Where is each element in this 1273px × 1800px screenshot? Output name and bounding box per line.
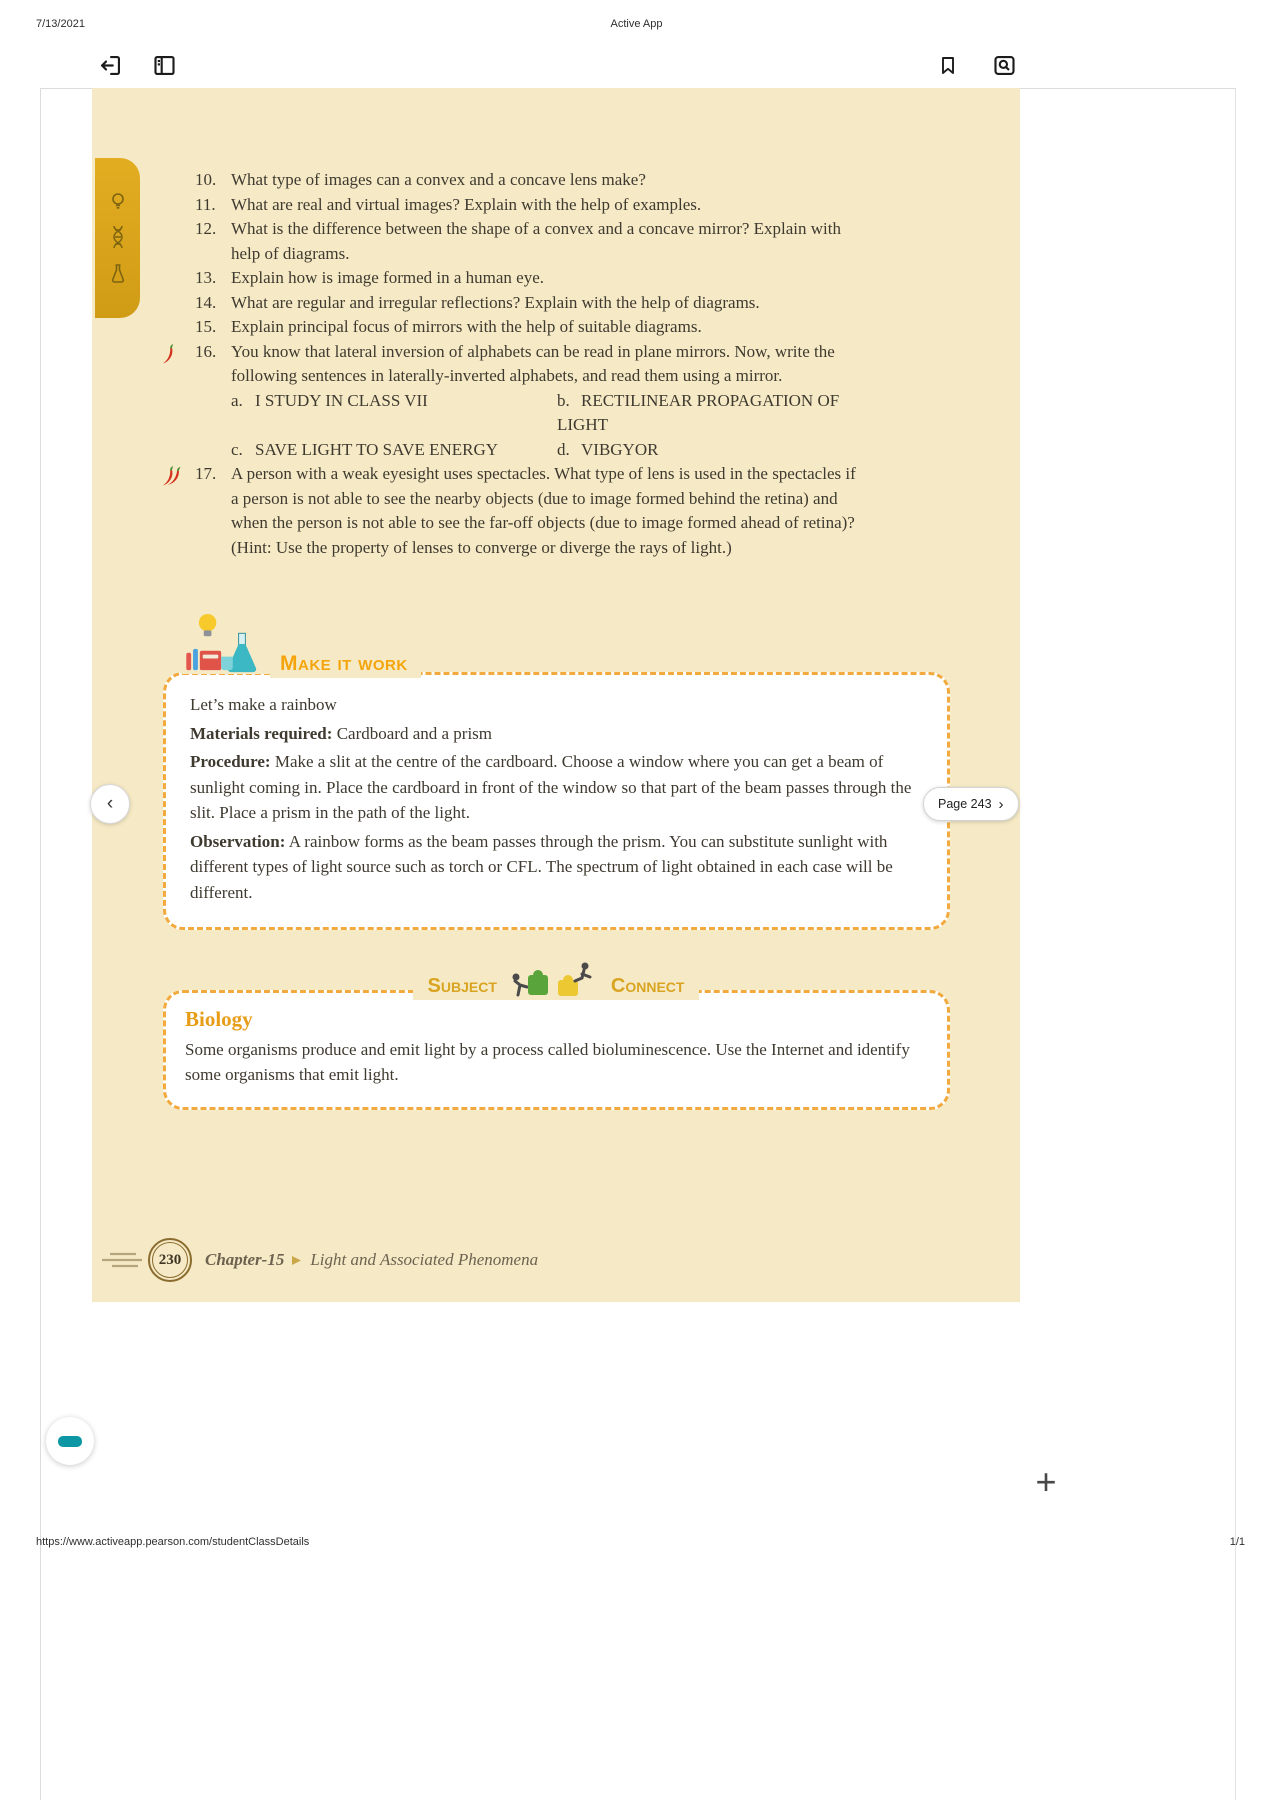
question-text: What are regular and irregular reflections? Explain with the help of diagrams. — [231, 292, 760, 312]
lab-equipment-icon — [180, 612, 272, 674]
make-it-work-heading: Make it work — [270, 652, 421, 678]
print-document-title: Active App — [610, 18, 663, 30]
difficulty-chili-icons — [161, 465, 180, 487]
chevron-right-icon: › — [998, 795, 1004, 813]
question-item — [195, 340, 865, 463]
reader-view-button[interactable] — [148, 49, 180, 81]
textbook-page — [92, 88, 1020, 1302]
question-text: What type of images can a convex and a concave lens make? — [231, 170, 646, 189]
exit-icon — [97, 52, 124, 79]
print-footer-url: https://www.activeapp.pearson.com/studentClassDetails — [36, 1536, 310, 1548]
chapter-label: Chapter-15 — [205, 1250, 285, 1269]
dna-icon — [108, 224, 128, 250]
question-options — [231, 389, 865, 463]
activity-materials: Materials required: Cardboard and a prism — [190, 723, 493, 743]
chevron-left-icon: ‹ — [106, 793, 114, 814]
page-number-badge: 230 — [148, 1238, 192, 1282]
question-item — [195, 168, 865, 193]
question-list — [195, 168, 865, 560]
question-text: What is the difference between the shape of a convex and a concave mirror? Explain with help of diagrams. — [231, 219, 842, 263]
make-it-work-box — [163, 672, 950, 930]
page-pill-label: Page 243 — [938, 797, 992, 811]
chapter-footer — [100, 1238, 538, 1282]
question-number: 15. — [195, 317, 217, 336]
chapter-arrow-icon — [291, 1255, 302, 1266]
question-number: 13. — [195, 268, 217, 287]
biology-heading: Biology — [185, 1007, 253, 1031]
zoom-in-button[interactable] — [1022, 1458, 1070, 1506]
question-item — [195, 462, 865, 560]
activity-observation: Observation: A rainbow forms as the beam passes through the prism. You can substitute sunlight with different types of light source such as torch or CFL. The spectrum of light obtained in each case will be different. — [190, 831, 893, 902]
question-item — [195, 266, 865, 291]
chapter-title: Light and Associated Phenomena — [310, 1250, 539, 1269]
question-item — [195, 291, 865, 316]
subject-connect-heading: Subject connect — [92, 960, 1020, 1000]
exit-button[interactable] — [94, 49, 126, 81]
previous-page-button[interactable] — [90, 784, 130, 824]
plus-icon: + — [1035, 1461, 1057, 1502]
flask-icon — [108, 263, 128, 285]
print-date: 7/13/2021 — [36, 18, 85, 30]
option-item: d. VIBGYOR — [557, 439, 659, 459]
option-item: a. I STUDY IN CLASS VII — [231, 390, 428, 410]
question-number: 14. — [195, 292, 217, 312]
puzzle-connect-icon — [506, 960, 602, 1000]
question-number: 11. — [195, 194, 216, 214]
biology-text: Some organisms produce and emit light by a process called bioluminescence. Use the Internet and identify some organisms that emit light. — [185, 1040, 910, 1084]
teal-pill-icon — [58, 1436, 82, 1447]
question-text: You know that lateral inversion of alphabets can be read in plane mirrors. Now, write the following sentences in laterally-inverted alphabets, and read them using a mirror. — [231, 341, 835, 385]
speed-lines-decoration — [100, 1249, 148, 1271]
question-number: 10. — [195, 170, 217, 189]
lightbulb-icon — [108, 191, 128, 211]
option-item: c. SAVE LIGHT TO SAVE ENERGY — [231, 439, 499, 459]
activity-intro: Let’s make a rainbow — [190, 695, 337, 714]
question-number: 12. — [195, 219, 217, 238]
question-text: Explain how is image formed in a human eye. — [231, 268, 544, 287]
difficulty-chili-icon — [161, 343, 174, 365]
activity-procedure: Procedure: Make a slit at the centre of the cardboard. Choose a window where you can get a beam of sunlight coming in. Place the cardboard in front of the window so that part of the beam passes through the slit. Place a prism in the path of the light. — [190, 752, 912, 822]
search-in-document-icon — [991, 52, 1018, 79]
question-item — [195, 217, 865, 266]
question-text: What are real and virtual images? Explain with the help of examples. — [231, 194, 702, 214]
question-item — [195, 193, 865, 218]
question-number: 16. — [195, 341, 217, 361]
next-page-button[interactable] — [923, 787, 1019, 821]
question-text: A person with a weak eyesight uses spectacles. What type of lens is used in the spectacles if a person is not able to see the nearby objects (due to image formed behind the retina) and when the person is not able to see the far-off objects (due to image formed ahead of retina)? (Hint: Use the property of lenses to converge or diverge the rays of light.) — [231, 464, 856, 557]
print-page-count: 1/1 — [1229, 1536, 1245, 1548]
question-text: Explain principal focus of mirrors with the help of suitable diagrams. — [231, 317, 702, 336]
chapter-side-tab — [95, 158, 140, 318]
search-in-document-button[interactable] — [988, 49, 1020, 81]
bookmark-button[interactable] — [932, 49, 964, 81]
bookmark-icon — [936, 52, 960, 79]
reader-view-icon — [151, 52, 178, 79]
question-item — [195, 315, 865, 340]
question-number: 17. — [195, 464, 217, 483]
toolbar-toggle-button[interactable] — [46, 1417, 94, 1465]
subject-connect-box — [163, 990, 950, 1110]
option-item: b. RECTILINEAR PROPAGATION OF LIGHT — [557, 390, 840, 434]
